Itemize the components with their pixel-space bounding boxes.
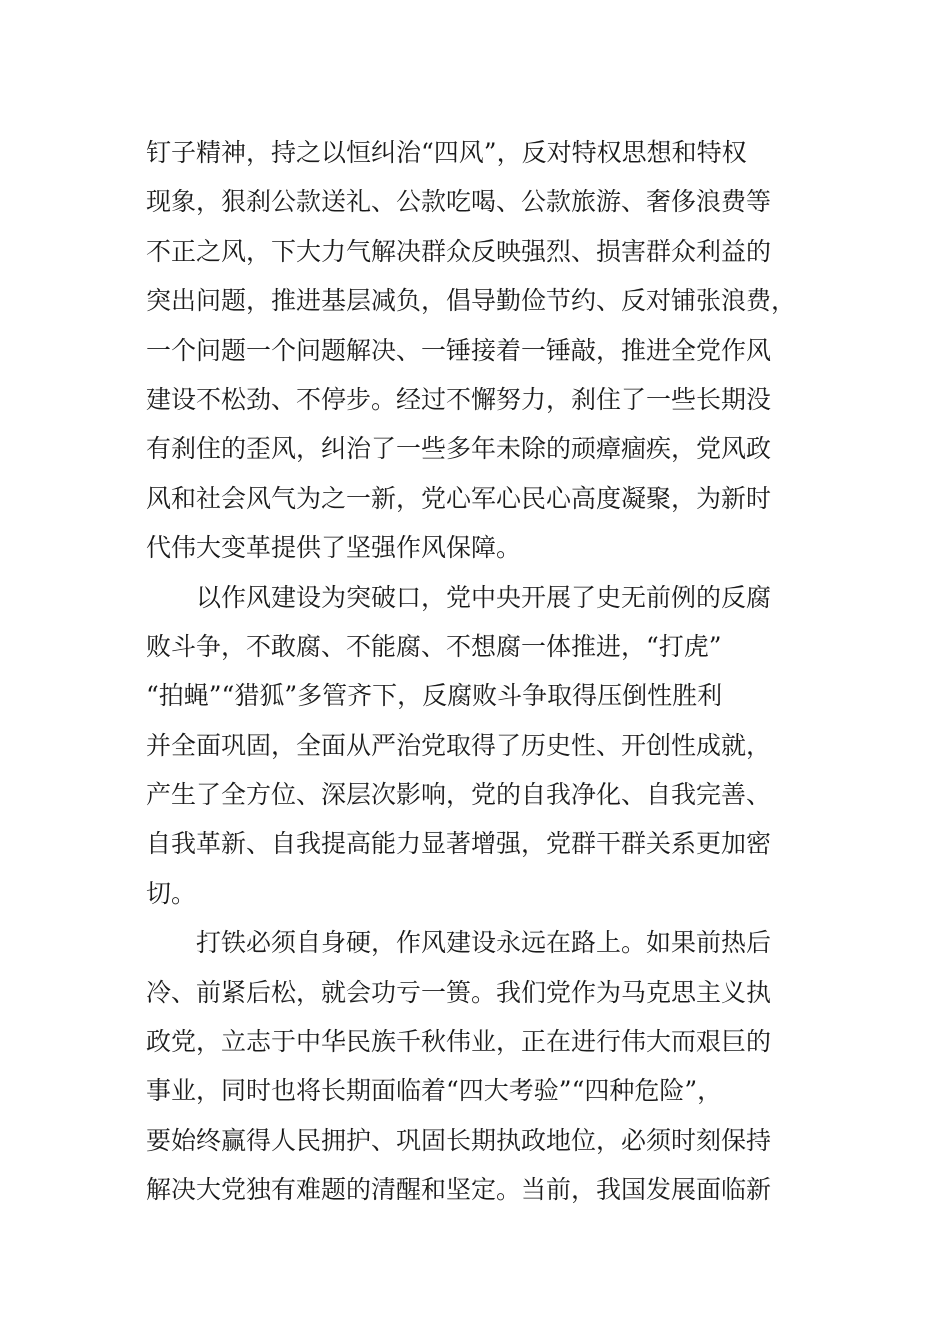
text-line: 败斗争，不敢腐、不能腐、不想腐一体推进，“打虎” <box>146 631 722 661</box>
text-line: 并全面巩固，全面从严治党取得了历史性、开创性成就， <box>146 730 772 760</box>
text-line: 政党，立志于中华民族千秋伟业，正在进行伟大而艰巨的 <box>146 1027 772 1057</box>
text-line: 突出问题，推进基层减负，倡导勤俭节约、反对铺张浪费， <box>146 286 797 316</box>
text-line: 打铁必须自身硬，作风建设永远在路上。如果前热后 <box>146 928 772 958</box>
text-line: 要始终赢得人民拥护、巩固长期执政地位，必须时刻保持 <box>146 1125 772 1155</box>
text-line: 自我革新、自我提高能力显著增强，党群干群关系更加密 <box>146 829 772 859</box>
text-line: 不正之风，下大力气解决群众反映强烈、损害群众利益的 <box>146 236 772 266</box>
text-line: 一个问题一个问题解决、一锤接着一锤敲，推进全党作风 <box>146 335 772 365</box>
text-line: 建设不松劲、不停步。经过不懈努力，刹住了一些长期没 <box>146 384 772 414</box>
text-line: 产生了全方位、深层次影响，党的自我净化、自我完善、 <box>146 780 772 810</box>
text-line: 代伟大变革提供了坚强作风保障。 <box>146 533 522 563</box>
text-line: 解决大党独有难题的清醒和坚定。当前，我国发展面临新 <box>146 1175 772 1205</box>
text-line: 有刹住的歪风，纠治了一些多年未除的顽瘴痼疾，党风政 <box>146 434 772 464</box>
text-line: 风和社会风气为之一新，党心军心民心高度凝聚，为新时 <box>146 483 772 513</box>
text-line: 冷、前紧后松，就会功亏一篑。我们党作为马克思主义执 <box>146 977 772 1007</box>
text-line: 以作风建设为突破口，党中央开展了史无前例的反腐 <box>146 582 772 612</box>
text-line: 切。 <box>146 878 197 908</box>
body-text <box>146 128 796 1215</box>
text-line: “拍蝇”“猎狐”多管齐下，反腐败斗争取得压倒性胜利 <box>146 681 723 711</box>
text-line: 钉子精神，持之以恒纠治“四风”，反对特权思想和特权 <box>146 138 747 167</box>
text-line: 事业，同时也将长期面临着“四大考验”“四种危险”， <box>146 1076 723 1106</box>
text-line: 现象，狠刹公款送礼、公款吃喝、公款旅游、奢侈浪费等 <box>146 187 772 217</box>
